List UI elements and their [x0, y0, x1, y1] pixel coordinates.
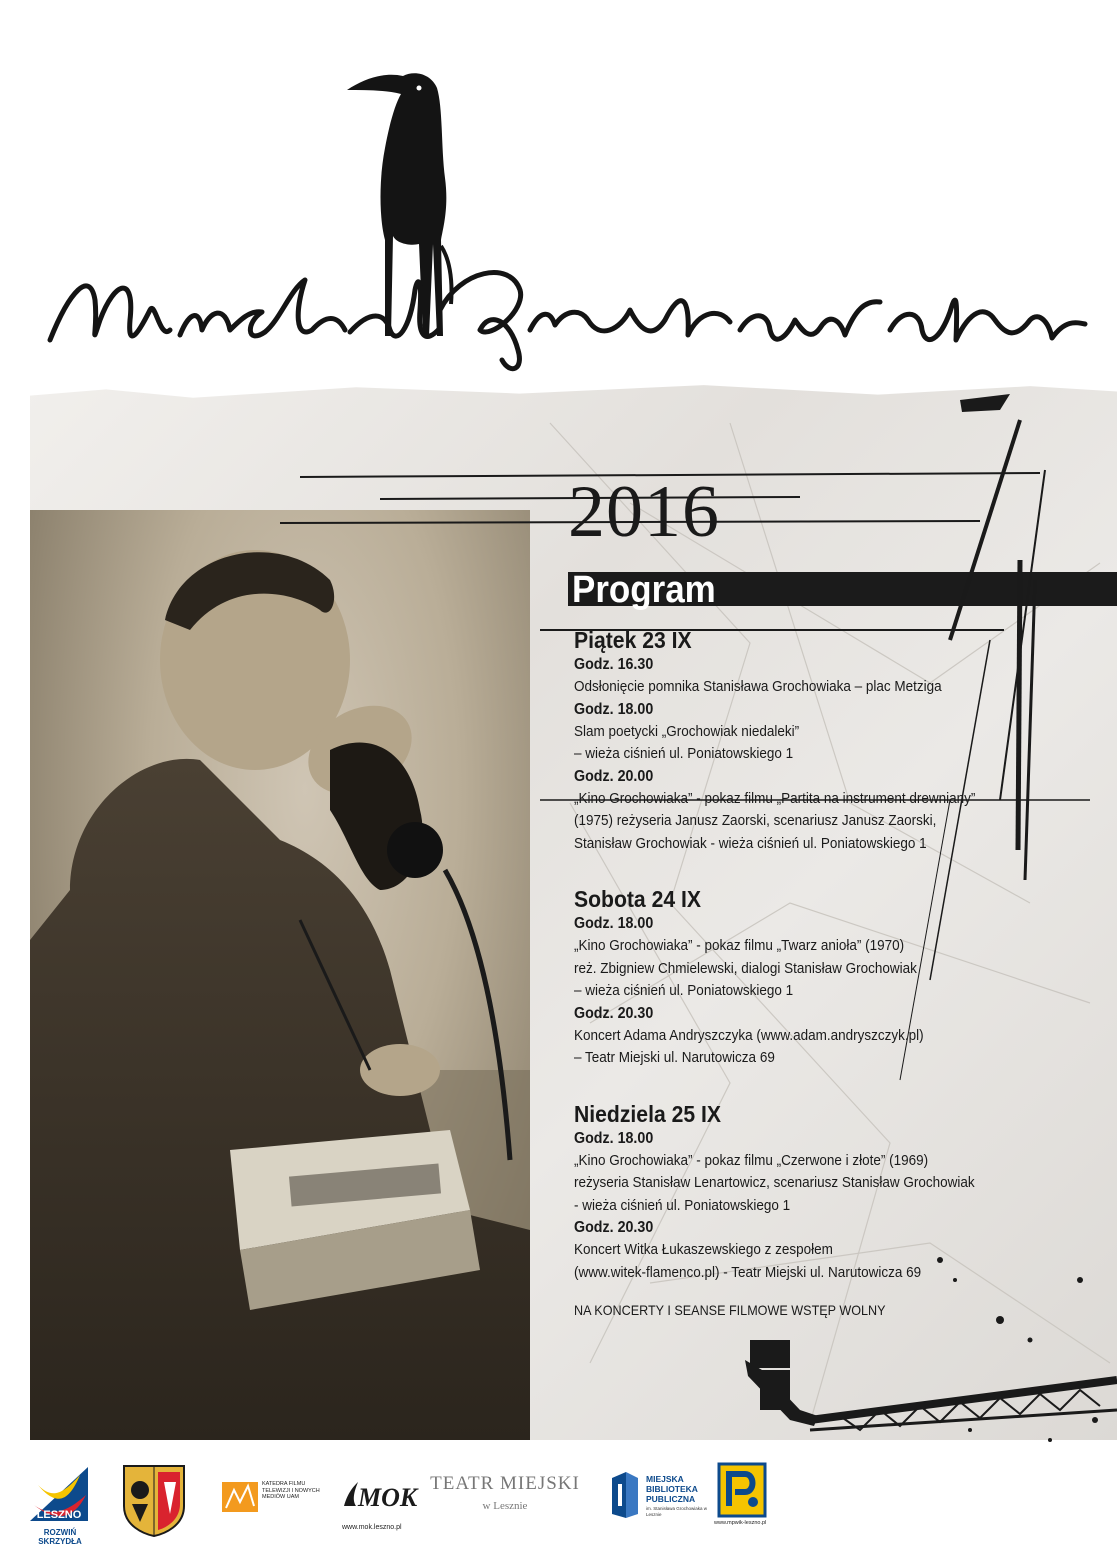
program-heading: Program [572, 569, 716, 611]
mpwik-url: www.mpwik-leszno.pl [714, 1520, 767, 1526]
event-description: – Teatr Miejski ul. Narutowicza 69 [574, 1049, 775, 1066]
event-description: (1975) reżyseria Janusz Zaorski, scenariusz Janusz Zaorski, [574, 812, 937, 829]
katedra-name: KATEDRA FILMU TELEWIZJI I NOWYCH MEDIÓW UAM [262, 1481, 320, 1500]
event-time: Godz. 18.00 [574, 700, 654, 718]
event-description: (www.witek-flamenco.pl) - Teatr Miejski ul. Narutowicza 69 [574, 1263, 922, 1281]
library-sub: im. Stanisława Grochowiaka w Lesznie [646, 1506, 708, 1517]
leszno-name: LESZNO [36, 1509, 82, 1521]
event-description: „Kino Grochowiaka” - pokaz filmu „Twarz anioła” (1970) [574, 937, 905, 954]
teatr-miejski-sub: w Lesznie [482, 1500, 528, 1512]
teatr-miejski-name: TEATR MIEJSKI [430, 1473, 580, 1494]
event-description: Koncert Adama Andryszczyka (www.adam.andryszczyk.pl) [574, 1026, 924, 1044]
event-description: „Kino Grochowiaka” - pokaz filmu „Partita na instrument drewniany” [574, 789, 976, 807]
event-description: Koncert Witka Łukaszewskiego z zespołem [574, 1241, 833, 1258]
event-time: Godz. 20.30 [574, 1004, 654, 1022]
free-entry-note: NA KONCERTY I SEANSE FILMOWE WSTĘP WOLNY [574, 1302, 886, 1318]
day-title: Sobota 24 IX [574, 886, 702, 912]
event-description: Odsłonięcie pomnika Stanisława Grochowiaka – plac Metziga [574, 678, 942, 695]
event-time: Godz. 20.30 [574, 1219, 654, 1236]
mok-logo [340, 1472, 418, 1527]
title-script-lettering [40, 250, 1090, 380]
event-description: – wieża ciśnień ul. Poniatowskiego 1 [574, 745, 794, 762]
event-time: Godz. 18.00 [574, 915, 654, 932]
decorative-scratches [700, 380, 1117, 1460]
mpwik-logo [717, 1462, 767, 1518]
day-title: Niedziela 25 IX [574, 1100, 722, 1127]
coat-of-arms-logo [120, 1460, 188, 1538]
mok-url: www.mok.leszno.pl [342, 1524, 402, 1531]
event-description: Stanisław Grochowiak - wieża ciśnień ul. Poniatowskiego 1 [574, 834, 927, 852]
library-name: MIEJSKA BIBLIOTEKA PUBLICZNA [646, 1474, 698, 1504]
sponsor-logos [0, 1450, 1117, 1560]
leszno-tagline: ROZWIŃ SKRZYDŁA [38, 1528, 82, 1546]
event-description: reż. Zbigniew Chmielewski, dialogi Stanisław Grochowiak [574, 959, 917, 977]
event-description: Slam poetycki „Grochowiak niedaleki” [574, 722, 800, 740]
event-description: – wieża ciśnień ul. Poniatowskiego 1 [574, 982, 794, 999]
film-crane-illustration [745, 1340, 1117, 1430]
event-description: „Kino Grochowiaka” - pokaz filmu „Czerwone i złote” (1969) [574, 1151, 929, 1169]
event-time: Godz. 20.00 [574, 767, 654, 785]
leszno-logo [28, 1465, 90, 1525]
event-description: reżyseria Stanisław Lenartowicz, scenariusz Stanisław Grochowiak [574, 1174, 975, 1191]
portrait-photo-figure [30, 510, 530, 1440]
year-heading: 2016 [568, 471, 720, 553]
event-time: Godz. 16.30 [574, 656, 654, 673]
event-description: - wieża ciśnień ul. Poniatowskiego 1 [574, 1196, 791, 1214]
event-time: Godz. 18.00 [574, 1129, 654, 1147]
day-title: Piątek 23 IX [574, 627, 692, 653]
svg-text:MOK: MOK [358, 1483, 418, 1512]
library-logo [608, 1470, 642, 1520]
